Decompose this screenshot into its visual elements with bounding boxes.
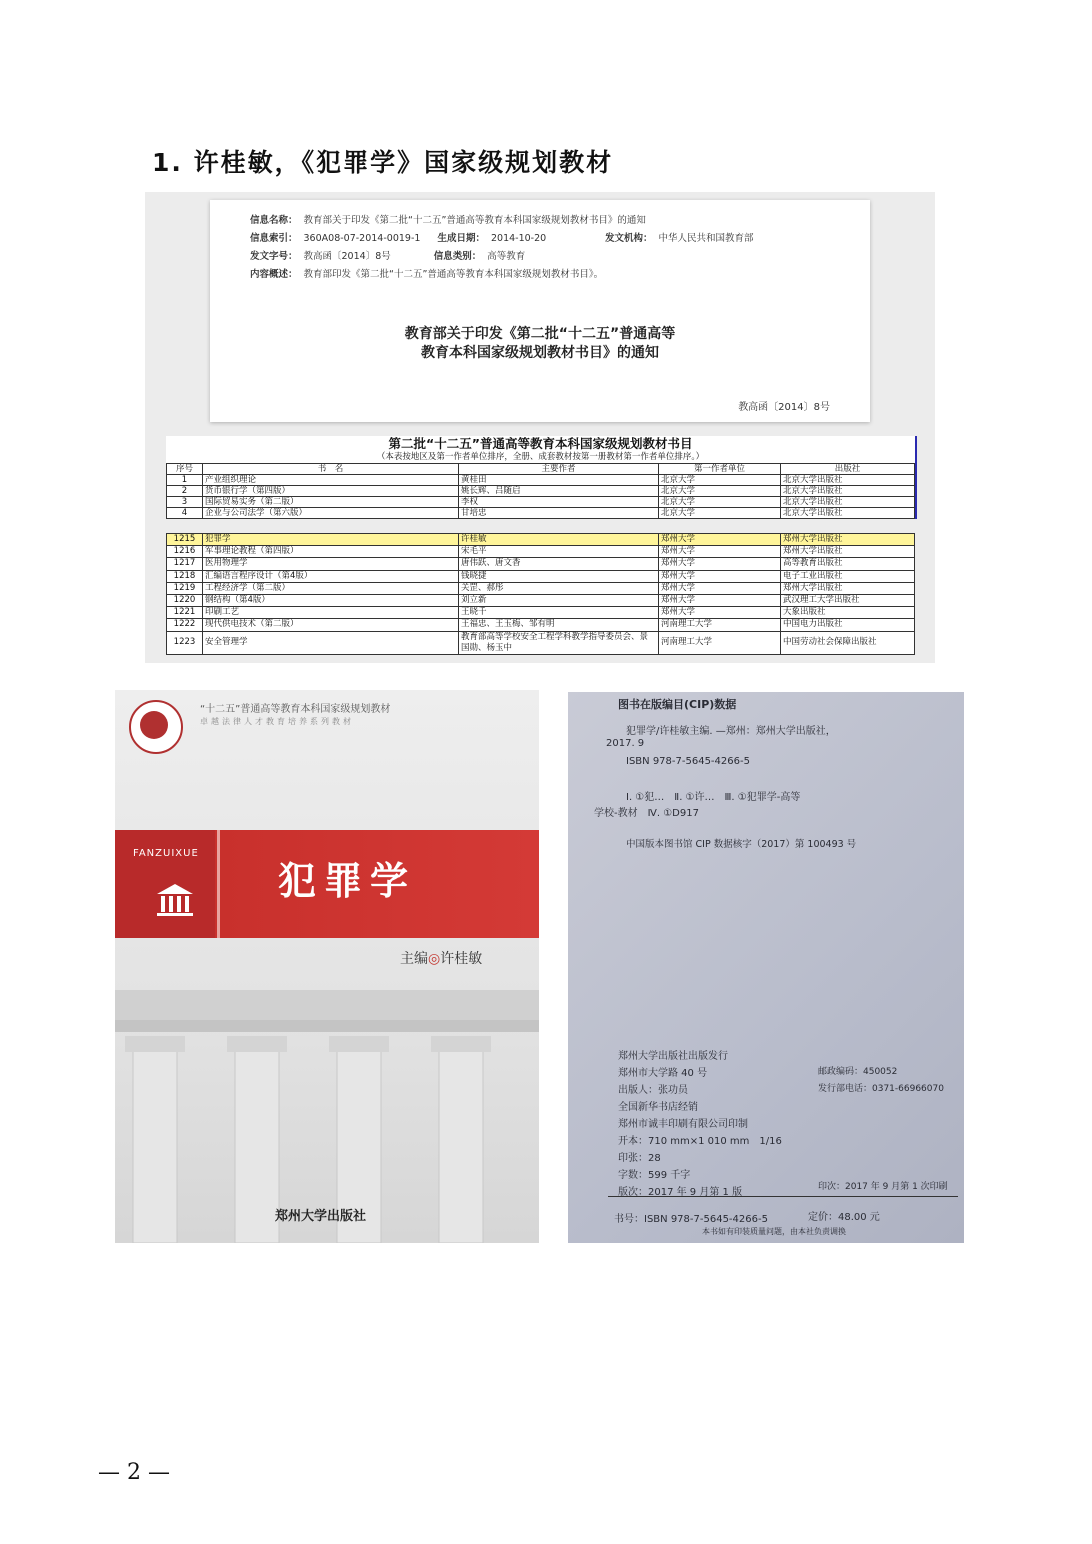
table-cell: 武汉理工大学出版社 [781, 594, 915, 606]
meta-doc: 发文字号： 教高函〔2014〕8号 信息类别： 高等教育 [250, 251, 526, 262]
cip-note: 本书如有印装质量问题，由本社负责调换 [702, 1227, 846, 1236]
table-cell: 汇编语言程序设计（第4版） [203, 570, 459, 582]
cip-book-no: 书号：ISBN 978-7-5645-4266-5 [614, 1214, 768, 1225]
table-cell: 1215 [167, 534, 203, 546]
cover-series: “十二五”普通高等教育本科国家级规划教材 [200, 704, 391, 715]
table-cell: 1217 [167, 558, 203, 570]
notice-title-line1: 教育部关于印发《第二批“十二五”普通高等 [404, 326, 676, 342]
notice-card [210, 200, 870, 422]
cip-line4: Ⅰ. ①犯… Ⅱ. ①许… Ⅲ. ①犯罪学-高等 [626, 792, 801, 803]
table-cell: 郑州大学 [659, 607, 781, 619]
table-cell: 甘培忠 [459, 508, 659, 519]
cip-publisher-person: 出版人：张功员 [618, 1085, 688, 1096]
table-cell: 教育部高等学校安全工程学科教学指导委员会、景国勋、杨玉中 [459, 631, 659, 654]
table-cell: 电子工业出版社 [781, 570, 915, 582]
table-cell: 北京大学出版社 [781, 475, 915, 486]
table-row [167, 631, 915, 654]
cip-addr: 郑州市大学路 40 号 [618, 1068, 708, 1079]
table-row [167, 570, 915, 582]
cip-postal: 邮政编码：450052 [818, 1067, 898, 1077]
table-cell: 郑州大学 [659, 582, 781, 594]
table-cell: 印刷工艺 [203, 607, 459, 619]
table-cell: 1223 [167, 631, 203, 654]
table-cell: 钱晓捷 [459, 570, 659, 582]
table-cell: 姚长辉、吕随启 [459, 486, 659, 497]
table-cell: 郑州大学 [659, 594, 781, 606]
cip-isbn: ISBN 978-7-5645-4266-5 [626, 756, 750, 767]
table-cell: 产业组织理论 [203, 475, 459, 486]
table-header-cell: 主要作者 [459, 464, 659, 475]
cip-size: 开本：710 mm×1 010 mm 1/16 [618, 1136, 782, 1147]
table-cell: 国际贸易实务（第二版） [203, 497, 459, 508]
table-cell: 郑州大学出版社 [781, 546, 915, 558]
table-cell: 1216 [167, 546, 203, 558]
table-cell: 货币银行学（第四版） [203, 486, 459, 497]
cover-red-band [115, 830, 539, 938]
cip-header: 图书在版编目(CIP)数据 [618, 698, 737, 711]
table-cell: 大象出版社 [781, 607, 915, 619]
cip-words: 字数：599 千字 [618, 1170, 691, 1181]
cip-printer: 郑州市诚丰印刷有限公司印制 [618, 1119, 748, 1130]
table-header-cell: 书 名 [203, 464, 459, 475]
table-header-row [167, 464, 915, 475]
page-heading: 1. 许桂敏，《犯罪学》国家级规划教材 [152, 148, 614, 177]
table-cell: 北京大学 [659, 508, 781, 519]
catalog-grid-top [166, 463, 915, 519]
table-cell: 李权 [459, 497, 659, 508]
table-cell: 中国电力出版社 [781, 619, 915, 631]
table-cell: 北京大学 [659, 497, 781, 508]
publisher-seal-icon [129, 700, 183, 754]
cip-line5: 学校-教材 Ⅳ. ①D917 [594, 808, 699, 819]
table-cell: 1218 [167, 570, 203, 582]
table-header-cell: 第一作者单位 [659, 464, 781, 475]
table-cell: 工程经济学（第二版） [203, 582, 459, 594]
table-cell: 1219 [167, 582, 203, 594]
table-cell: 4 [167, 508, 203, 519]
cip-line1: 犯罪学/许桂敏主编. —郑州：郑州大学出版社， [626, 726, 836, 737]
page-number: — 2 — [98, 1460, 170, 1485]
table-cell: 宋毛平 [459, 546, 659, 558]
cover-publisher: 郑州大学出版社 [275, 1209, 367, 1224]
book-cover-photo [115, 690, 539, 1243]
cip-sheets: 印张：28 [618, 1153, 661, 1164]
table-cell: 河南理工大学 [659, 619, 781, 631]
table-row [167, 607, 915, 619]
table-cell: 北京大学出版社 [781, 486, 915, 497]
table-cell: 1222 [167, 619, 203, 631]
catalog-grid-bottom [166, 533, 915, 655]
table-cell: 高等教育出版社 [781, 558, 915, 570]
cip-edition: 版次：2017 年 9 月第 1 版 [618, 1187, 743, 1198]
notice-title-line2: 教育本科国家级规划教材书目》的通知 [421, 345, 659, 361]
cip-page-photo [568, 692, 964, 1243]
table-cell: 河南理工大学 [659, 631, 781, 654]
table-cell: 王晓千 [459, 607, 659, 619]
meta-org: 发文机构： 中华人民共和国教育部 [605, 233, 754, 244]
table-cell: 郑州大学 [659, 546, 781, 558]
table-cell: 企业与公司法学（第六版） [203, 508, 459, 519]
cip-line6: 中国版本图书馆 CIP 数据核字（2017）第 100493 号 [626, 839, 857, 850]
cover-series-sub: 卓越法律人才教育培养系列教材 [200, 717, 354, 726]
table-cell: 1221 [167, 607, 203, 619]
catalog-table-top [166, 436, 917, 519]
table-cell: 郑州大学出版社 [781, 582, 915, 594]
cover-pinyin: FANZUIXUE [133, 848, 199, 859]
meta-index: 信息索引： 360A08-07-2014-0019-1 生成日期： 2014-10-20 [250, 233, 547, 244]
table-cell: 王福忠、王玉梅、邹有明 [459, 619, 659, 631]
temple-icon [155, 882, 195, 918]
table-row [167, 475, 915, 486]
cip-line2: 2017. 9 [606, 738, 645, 749]
table-cell: 中国劳动社会保障出版社 [781, 631, 915, 654]
table-cell: 北京大学 [659, 486, 781, 497]
table-cell: 安全管理学 [203, 631, 459, 654]
notice-doc-number: 教高函〔2014〕8号 [738, 402, 830, 413]
table-cell: 郑州大学 [659, 534, 781, 546]
table-header-cell: 出版社 [781, 464, 915, 475]
cip-printing: 印次：2017 年 9 月第 1 次印刷 [818, 1182, 948, 1192]
table-cell: 北京大学出版社 [781, 497, 915, 508]
table-cell: 医用物理学 [203, 558, 459, 570]
table-row [167, 594, 915, 606]
table-row [167, 534, 915, 546]
table-row [167, 582, 915, 594]
table-cell: 郑州大学 [659, 570, 781, 582]
cip-price: 定价：48.00 元 [808, 1212, 880, 1223]
table-cell: 关罡、郝彤 [459, 582, 659, 594]
cover-title: 犯罪学 [278, 859, 417, 903]
table-header-cell: 序号 [167, 464, 203, 475]
table-row [167, 619, 915, 631]
table-row [167, 486, 915, 497]
table-cell: 1220 [167, 594, 203, 606]
notice-screenshot [145, 192, 935, 663]
table-cell: 北京大学 [659, 475, 781, 486]
table-cell: 1 [167, 475, 203, 486]
table-cell: 军事理论教程（第四版） [203, 546, 459, 558]
table-cell: 犯罪学 [203, 534, 459, 546]
table-cell: 郑州大学 [659, 558, 781, 570]
table-cell: 北京大学出版社 [781, 508, 915, 519]
cip-phone: 发行部电话：0371-66966070 [818, 1084, 944, 1094]
meta-summary: 内容概述： 教育部印发《第二批“十二五”普通高等教育本科国家级规划教材书目》。 [250, 269, 604, 280]
meta-name: 信息名称： 教育部关于印发《第二批“十二五”普通高等教育本科国家级规划教材书目》的通知 [250, 215, 646, 226]
table-cell: 黄桂田 [459, 475, 659, 486]
table-row [167, 558, 915, 570]
table-cell: 3 [167, 497, 203, 508]
table-cell: 许桂敏 [459, 534, 659, 546]
table-cell: 刘立新 [459, 594, 659, 606]
table-cell: 郑州大学出版社 [781, 534, 915, 546]
catalog-title: 第二批“十二五”普通高等教育本科国家级规划教材书目 [388, 436, 693, 451]
cip-dist: 全国新华书店经销 [618, 1102, 698, 1113]
cip-pub1: 郑州大学出版社出版发行 [618, 1051, 728, 1062]
catalog-subtitle: （本表按地区及第一作者单位排序，全册、成套教材按第一册教材第一作者单位排序。） [376, 452, 705, 462]
cover-editor: 主编◎许桂敏 [400, 951, 483, 967]
catalog-table-bottom [166, 533, 915, 655]
table-row [167, 546, 915, 558]
table-cell: 2 [167, 486, 203, 497]
table-cell: 现代供电技术（第二版） [203, 619, 459, 631]
table-cell: 钢结构（第4版） [203, 594, 459, 606]
table-cell: 唐伟跃、唐文香 [459, 558, 659, 570]
table-row [167, 508, 915, 519]
table-row [167, 497, 915, 508]
